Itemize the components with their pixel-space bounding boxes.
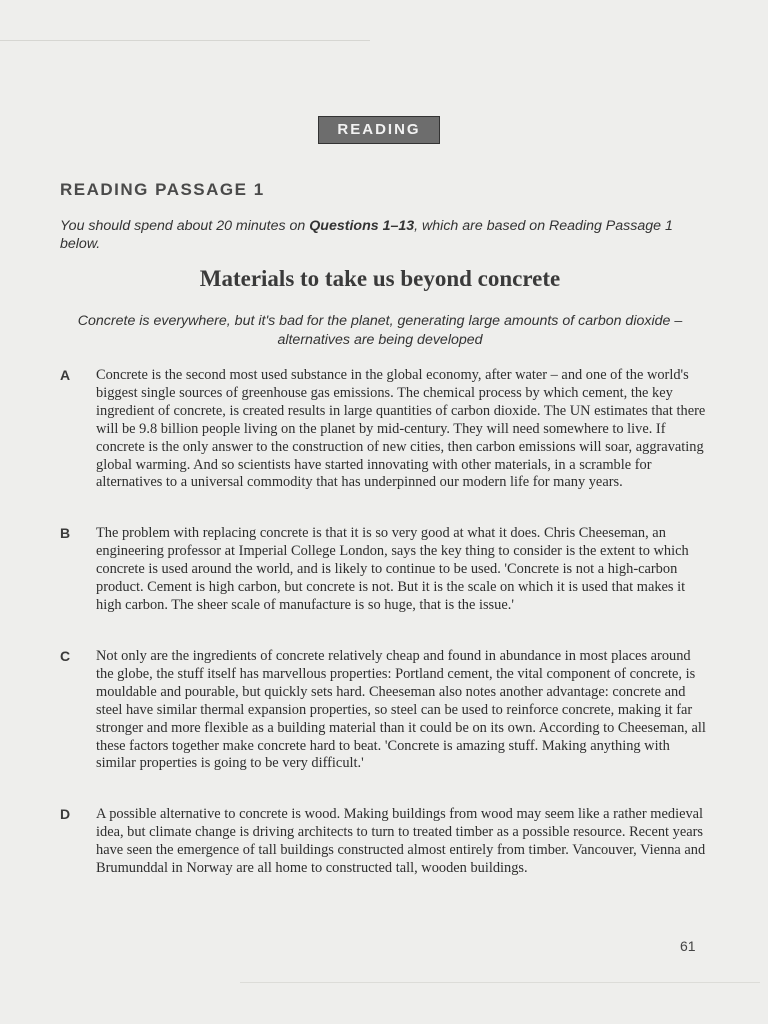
instructions-text-end: , which are based on Reading Passage 1 below.: [60, 218, 673, 252]
instructions: [60, 217, 700, 253]
passage-heading: READING PASSAGE 1: [60, 180, 265, 199]
article-subtitle: Concrete is everywhere, but it's bad for the planet, generating large amounts of carbon dioxide – alternatives are being developed: [77, 313, 683, 348]
paragraph-letter: C: [60, 648, 71, 664]
article-title: Materials to take us beyond concrete: [199, 266, 561, 291]
paragraph-text: A possible alternative to concrete is wood. Making buildings from wood may seem like a rather medieval idea, but climate change is driving architects to turn to treated timber as a possible resource. Recent years have seen the emergence of tall buildings constructed almost entirely from timber. Vancouver, Vienna and Brumunddal in Norway are all home to constructed tall, wooden buildings.: [96, 806, 706, 876]
instructions-questions: Questions 1–13: [309, 218, 415, 234]
paragraph-letter: B: [60, 525, 71, 541]
section-badge: READING: [318, 116, 440, 144]
paragraph-text: Not only are the ingredients of concrete relatively cheap and found in abundance in most places around the globe, the stuff itself has marvellous properties: Portland cement, the vital component of concrete, is mouldable and pourable, but quickly sets hard. Cheeseman also notes another advantage: concrete and steel have similar thermal expansion properties, so steel can be used to reinforce concrete, making it far stronger and more flexible as a building material than it could be on its own. According to Cheeseman, all these factors together make concrete hard to beat. 'Concrete is amazing stuff. Making anything with similar properties is going to be very difficult.': [96, 648, 706, 772]
paragraph-letter: A: [60, 367, 71, 383]
paragraph-text: Concrete is the second most used substance in the global economy, after water – and one of the world's biggest single sources of greenhouse gas emissions. The chemical process by which cement, the key ingredient of concrete, is created results in large quantities of carbon dioxide. The UN estimates that there will be 9.8 billion people living on the planet by mid-century. They will need somewhere to live. If concrete is the only answer to the construction of new cities, then carbon emissions will soar, aggravating global warming. And so scientists have started innovating with other materials, in a scramble for alternatives to a universal commodity that has underpinned our modern life for many years.: [96, 367, 706, 491]
scan-artifact-top: [0, 40, 370, 41]
paragraph-letter: D: [60, 806, 71, 822]
page-number: 61: [680, 938, 696, 954]
instructions-text-start: You should spend about 20 minutes on: [60, 218, 310, 234]
paragraph-text: The problem with replacing concrete is that it is so very good at what it does. Chris Cheeseman, an engineering professor at Imperial College London, says the key thing to consider is the extent to which concrete is used around the world, and is likely to continue to be used. 'Concrete is not a high-carbon product. Cement is high carbon, but concrete is not. But it is the scale on which it is used that makes it high carbon. The sheer scale of manufacture is so huge, that is the issue.': [96, 525, 689, 613]
scan-artifact-bottom: [240, 982, 760, 983]
